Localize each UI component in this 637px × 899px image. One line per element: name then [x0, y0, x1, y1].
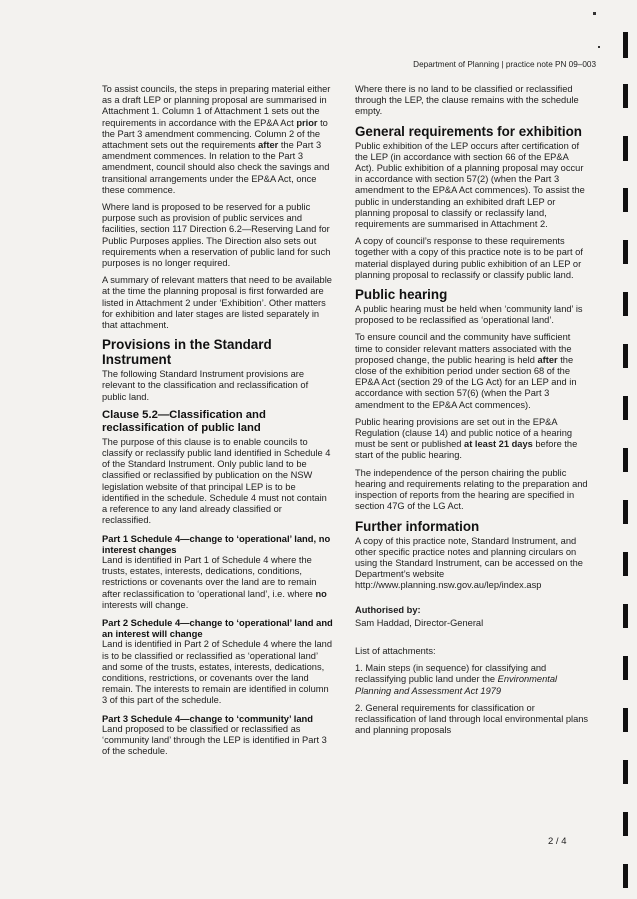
heading-provisions: Provisions in the Standard Instrument — [102, 337, 272, 368]
scan-edge-mark — [623, 864, 628, 888]
heading-public-hearing: Public hearing — [355, 287, 448, 303]
scan-speck — [598, 46, 600, 48]
paragraph: To ensure council and the community have sufficient time to consider relevant matters associated with the proposed change, the public hearing is held after the close of the exhibition period under section 68 of the EP&A Act (section 29 of the LG Act) for an LEP and in accordance with section 57(6) (when the Part 3 amendment to the EP&A Act commences). — [355, 332, 577, 410]
scan-edge-mark — [623, 656, 628, 680]
scan-edge-mark — [623, 292, 628, 316]
paragraph: Land proposed to be classified or reclassified as ‘community land’ through the LEP is identified in Part 3 of the schedule. — [102, 723, 327, 757]
paragraph: Where land is proposed to be reserved for a public purpose such as provision of public services and facilities, section 117 Direction 6.2—Reserving Land for Public Purposes applies. The Direction also sets out requirements when a reservation of public land for such purposes is no longer required. — [102, 202, 331, 269]
heading-clause-5-2: Clause 5.2—Classification and reclassification of public land — [102, 408, 266, 434]
heading-part-3: Part 3 Schedule 4—change to ‘community’ land — [102, 712, 313, 724]
heading-general-requirements: General requirements for exhibition — [355, 123, 582, 139]
left-column — [102, 84, 333, 763]
scan-edge-mark — [623, 604, 628, 628]
paragraph: A copy of council’s response to these requirements together with a copy of this practice note is to be part of material displayed during public exhibition of an LEP or planning proposal to reclassify or classify public land. — [355, 236, 583, 280]
paragraph: Public hearing provisions are set out in the EP&A Regulation (clause 14) and public notice of a hearing must be sent or published at least 21 days before the start of the public hearing. — [355, 416, 578, 461]
paragraph: Land is identified in Part 2 of Schedule 4 where the land is to be classified or reclassified as ‘operational land’ and some of the trusts, estates, interests, dedications, conditions, restrictions, or covenants over the land remain. The interests to remain are identified in column 3 of this part of the schedule. — [102, 639, 332, 706]
header-text: Department of Planning | practice note PN 09–003 — [413, 60, 596, 69]
paragraph: The following Standard Instrument provisions are relevant to the classification and reclassification of public land. — [102, 369, 309, 402]
authorised-by-name: Sam Haddad, Director-General — [355, 617, 484, 628]
scan-edge-mark — [623, 84, 628, 108]
paragraph: Where there is no land to be classified or reclassified through the LEP, the clause remains with the schedule empty. — [355, 84, 579, 117]
attachment-item: 1. Main steps (in sequence) for classifying and reclassifying public land under the Environmental Planning and Assessment Act 1979 — [355, 663, 558, 696]
scan-speck — [593, 12, 596, 15]
scan-edge-mark — [623, 32, 628, 58]
scan-edge-mark — [623, 500, 628, 524]
paragraph: Land is identified in Part 1 of Schedule 4 where the trusts, estates, interests, dedications, conditions, restrictions or covenants over the land are to remain after reclassification to ‘operational land’, i.e. where no interests will change. — [102, 554, 327, 610]
scan-edge-mark — [623, 396, 628, 420]
scan-edge-mark — [623, 188, 628, 212]
scan-edge-mark — [623, 136, 628, 161]
scan-edge-mark — [623, 448, 628, 472]
heading-part-2: Part 2 Schedule 4—change to ‘operational’ land and an interest will change — [102, 616, 333, 640]
paragraph: A copy of this practice note, Standard Instrument, and other specific practice notes and planning circulars on using the Standard Instrument, can be accessed on the Department’s website http://www.planning.nsw.gov.au/lep/index.asp — [355, 535, 583, 591]
attachment-item: 2. General requirements for classification or reclassification of land through local environmental plans and planning proposals — [355, 702, 589, 736]
paragraph: A summary of relevant matters that need to be available at the time the planning proposal is first forwarded are listed in Attachment 2 under ‘Exhibition’. Other matters for exhibition and later stages are listed separately in that attachment. — [102, 275, 332, 331]
paragraph: A public hearing must be held when ‘community land’ is proposed to be reclassified as ‘operational land’. — [355, 304, 583, 326]
paragraph: The independence of the person chairing the public hearing and requirements relating to the preparation and inspection of reports from the hearing are specified in section 47G of the LG Act. — [355, 467, 588, 512]
website-link[interactable]: http://www.planning.nsw.gov.au/lep/index.asp — [355, 580, 542, 591]
paragraph: To assist councils, the steps in preparing material either as a draft LEP or planning proposal are summarised in Attachment 1. Column 1 of Attachment 1 sets out the requirements in accordance with the EP&A Act prior to the Part 3 amendment commencing. Column 2 of the attachment sets out the requirements after the Part 3 amendment commences. In relation to the Part 3 amendment, council should also check the savings and transitional arrangements under the EP&A Act, once these commence. — [102, 84, 331, 195]
scan-edge-mark — [623, 812, 628, 836]
right-column — [355, 84, 589, 742]
authorised-by-label: Authorised by: — [355, 604, 421, 615]
paragraph: Public exhibition of the LEP occurs after certification of the LEP (in accordance with section 66 of the EP&A Act). Public exhibition of a planning proposal may occur in accordance with section 57(2) (when the Part 3 amendment to the EP&A Act commences). To assist the public in understanding an exhibited draft LEP or planning proposal to classify or reclassify land, requirements are summarised in Attachment 2. — [355, 140, 585, 230]
page-number: 2 / 4 — [548, 836, 567, 847]
heading-part-1: Part 1 Schedule 4—change to ‘operational’ land, no interest changes — [102, 532, 331, 555]
scan-edge-mark — [623, 344, 628, 368]
paragraph: The purpose of this clause is to enable councils to classify or reclassify public land identified in Schedule 4 of the Standard Instrument. Only public land to be classified or reclassified by publication on the NSW legislation website of that principal LEP is to be identified in the schedule. Schedule 4 must not contain a reference to any land already classified or reclassified. — [102, 436, 331, 526]
attachments-heading: List of attachments: — [355, 645, 436, 656]
scan-edge-mark — [623, 760, 628, 784]
heading-further-information: Further information — [355, 518, 480, 534]
scan-edge-mark — [623, 240, 628, 264]
scan-edge-mark — [623, 552, 628, 576]
scan-edge-mark — [623, 708, 628, 732]
